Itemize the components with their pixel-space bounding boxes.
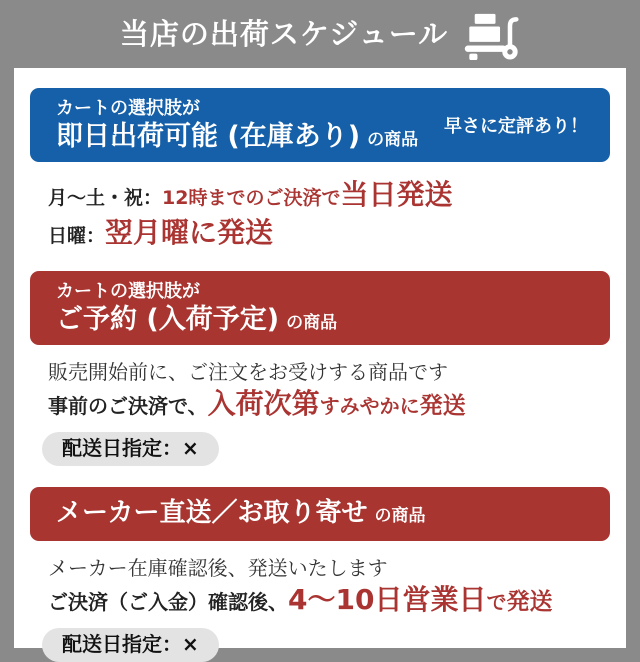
title-bar [0, 0, 640, 68]
header-suffix-text: の商品 [286, 312, 338, 333]
delivery-date-badge: 配送日指定：× [42, 432, 219, 466]
header-pre-text: カートの選択肢が [56, 98, 200, 119]
content-panel [14, 68, 626, 656]
direct-details [48, 554, 610, 620]
preorder-detail: すみやかに [319, 394, 420, 418]
sameday-weekday-line [48, 178, 610, 216]
preorder-emphasis: 入荷次第 [207, 387, 320, 420]
section-header-sameday [30, 88, 610, 162]
header-main-text: 即日出荷可能 (在庫あり) [56, 120, 361, 152]
header-suffix-text: の商品 [374, 506, 426, 527]
delivery-date-badge: 配送日指定：× [42, 628, 219, 662]
direct-emphasis: 4～10日営業日 [288, 583, 487, 616]
preorder-tail: 発送 [419, 393, 466, 419]
header-main-text: メーカー直送／お取り寄せ [56, 498, 368, 529]
direct-detail: で [486, 590, 507, 614]
hand-truck-icon [462, 13, 520, 60]
section-header-preorder [30, 271, 610, 345]
header-pre-text: カートの選択肢が [56, 281, 200, 302]
header-main-text: ご予約 (入荷予定) [56, 303, 280, 335]
sameday-details [48, 178, 610, 254]
sunday-emphasis: 翌月曜に発送 [105, 216, 274, 249]
sameday-sunday-line [48, 216, 610, 254]
speed-reputation-note: 早さに定評あり！ [444, 116, 588, 137]
header-main-line [56, 304, 610, 335]
direct-description: メーカー在庫確認後、発送いたします [48, 556, 388, 580]
preorder-description: 販売開始前に、ご注文をお受けする商品です [48, 360, 448, 384]
preorder-details [48, 358, 610, 424]
direct-tail: 発送 [506, 589, 553, 615]
weekday-detail: 12時までのご決済で [162, 187, 341, 209]
preorder-label: 事前のご決済で、 [48, 394, 208, 418]
header-main-line [56, 499, 425, 529]
preorder-shipping-line [48, 387, 610, 424]
weekday-emphasis: 当日発送 [340, 178, 453, 211]
weekday-label: 月～土・祝： [48, 187, 163, 209]
section-header-direct [30, 487, 610, 541]
direct-shipping-line [48, 583, 610, 620]
direct-label: ご決済（ご入金）確認後、 [48, 590, 288, 614]
header-suffix-text: の商品 [367, 129, 419, 150]
page-title: 当店の出荷スケジュール [119, 16, 449, 51]
sunday-label: 日曜： [48, 225, 106, 247]
